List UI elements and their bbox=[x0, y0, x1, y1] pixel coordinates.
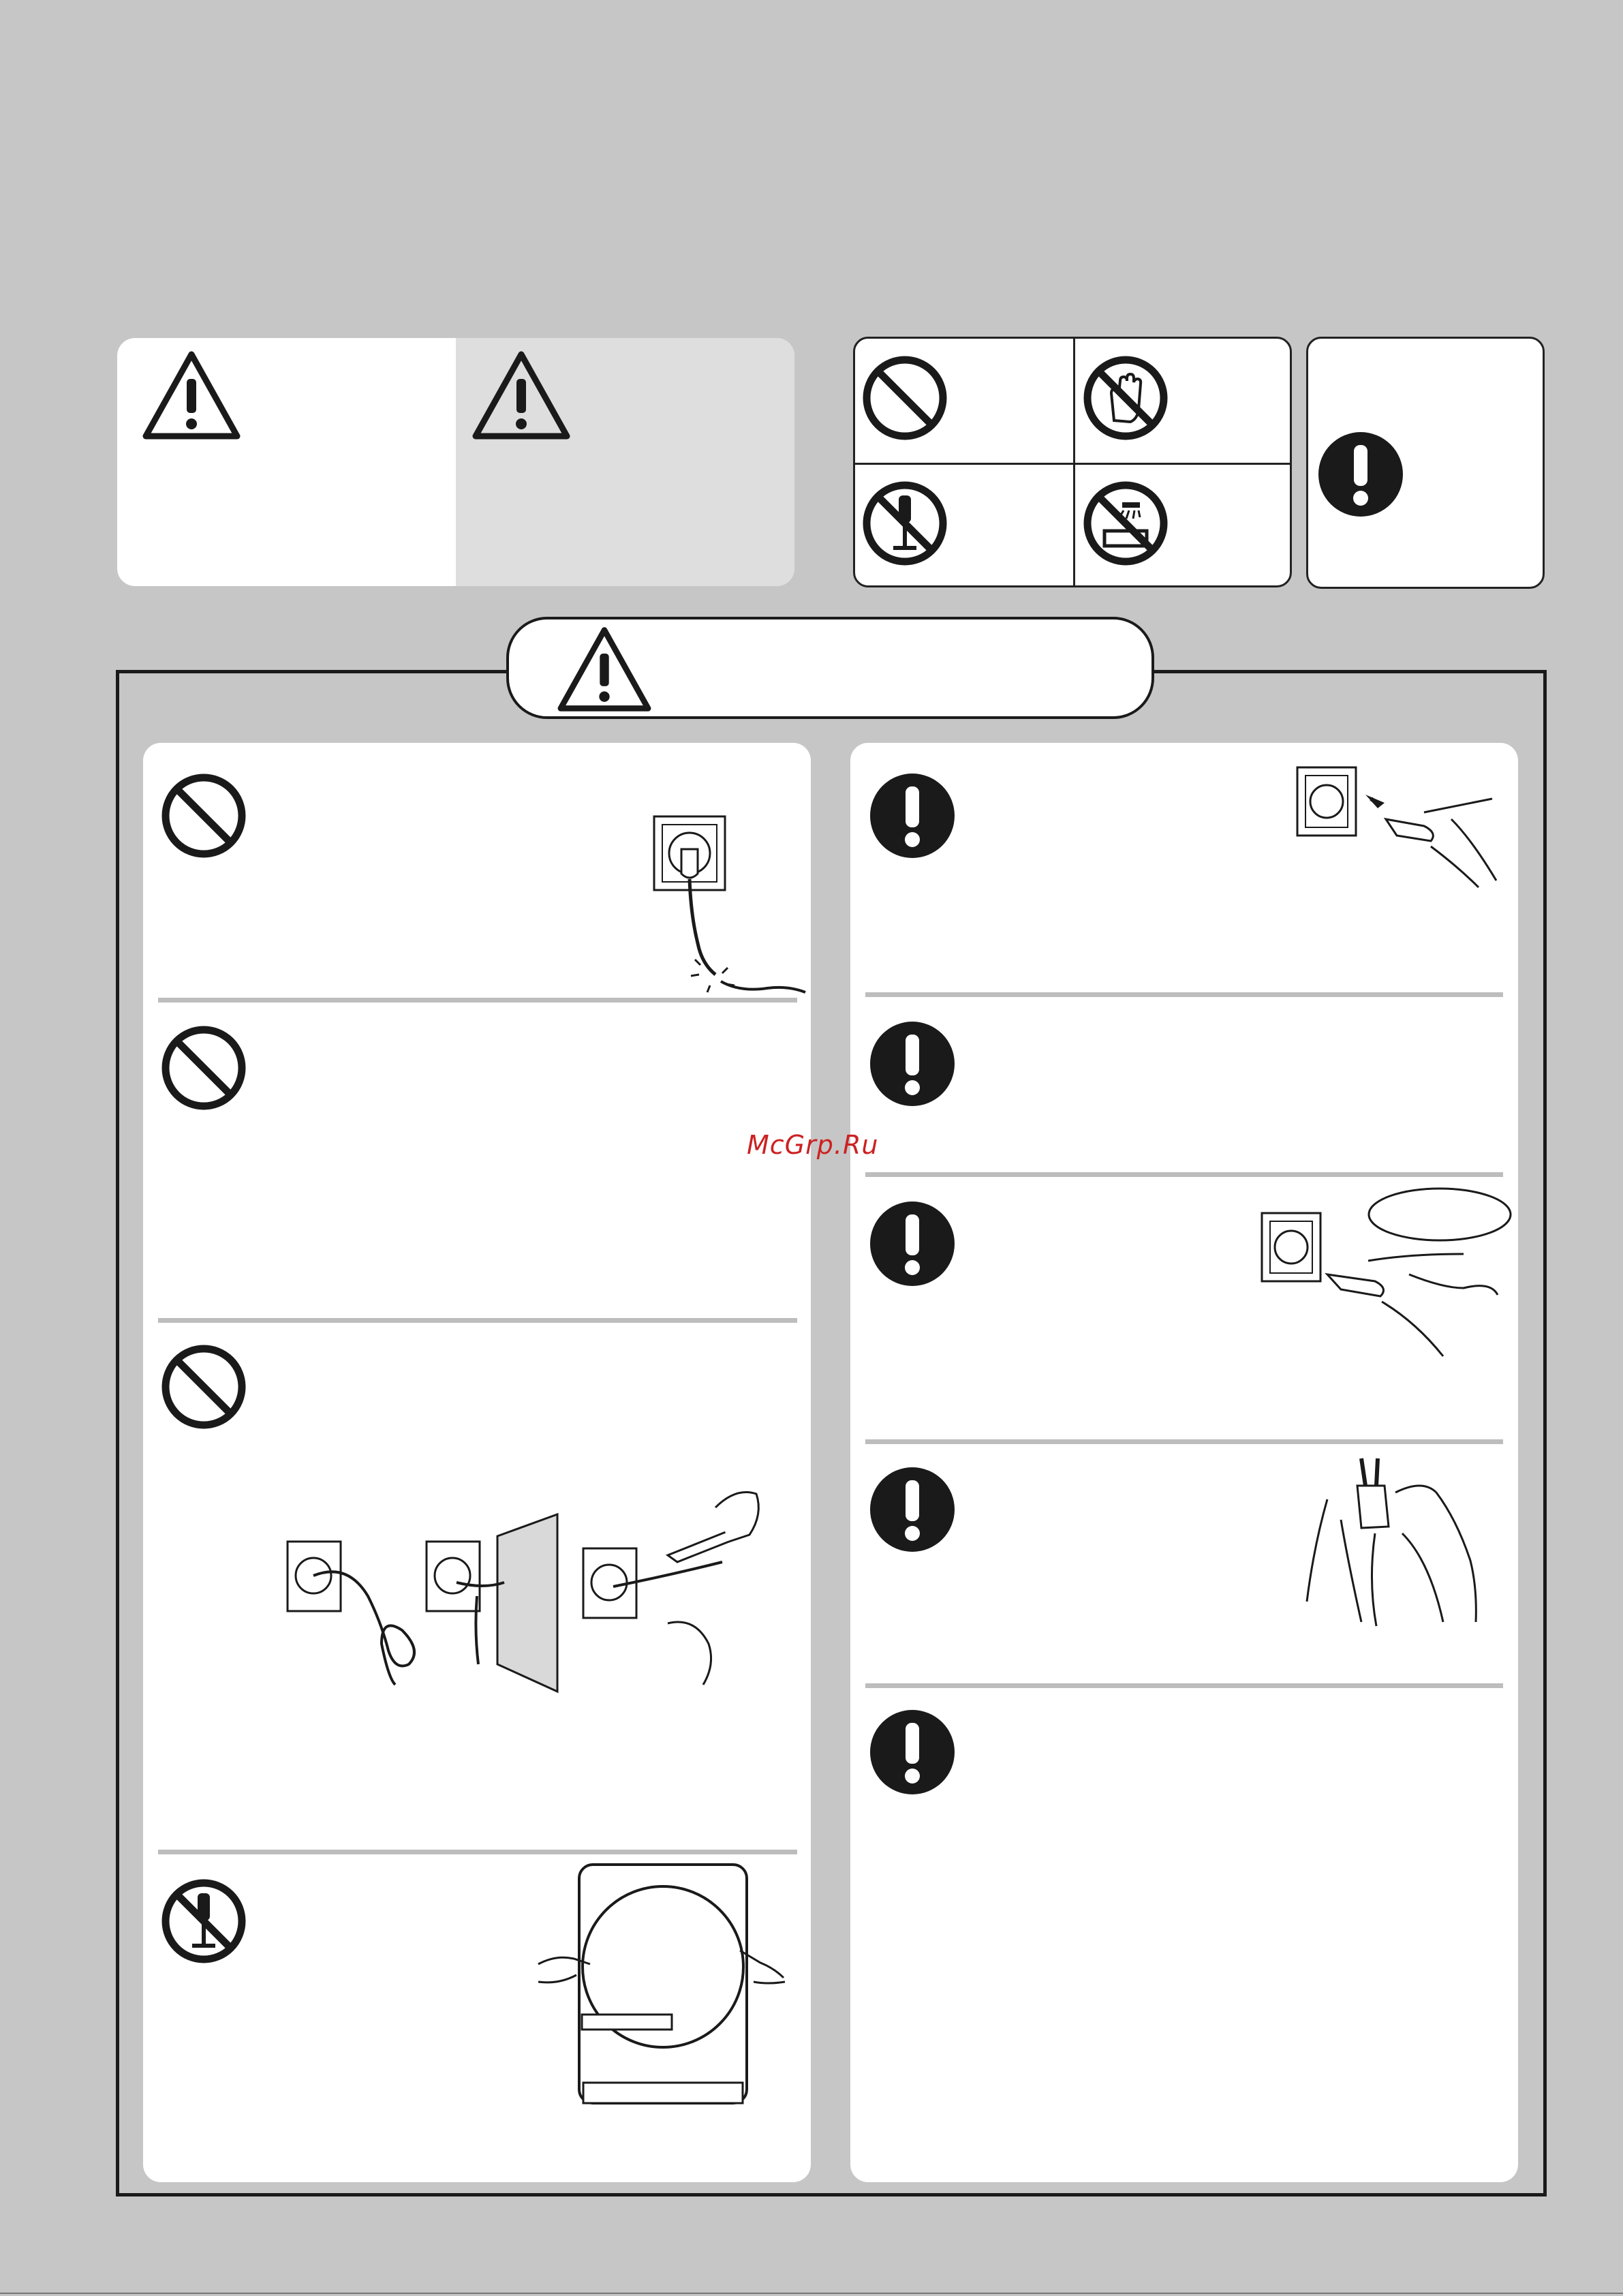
watermark-text: McGrp.Ru bbox=[747, 1130, 879, 1160]
do-not-disassemble-icon bbox=[861, 479, 949, 568]
item-divider bbox=[158, 1850, 797, 1854]
mandatory-actions-panel bbox=[850, 743, 1518, 2182]
do-not-disassemble-icon bbox=[159, 1877, 248, 1965]
clean-plug-illustration bbox=[1300, 1452, 1484, 1629]
prohibited-icon bbox=[159, 771, 248, 860]
warning-triangle-icon bbox=[470, 348, 572, 443]
damaged-plug-illustration bbox=[651, 814, 808, 1045]
grid-divider bbox=[1073, 339, 1075, 585]
mandatory-exclamation-icon bbox=[868, 771, 957, 860]
mandatory-exclamation-icon bbox=[868, 1020, 957, 1108]
grid-divider bbox=[855, 463, 1290, 465]
page-bottom-rule bbox=[0, 2293, 1623, 2294]
hold-plug-illustration bbox=[1259, 1186, 1511, 1363]
item-divider bbox=[865, 1172, 1503, 1177]
warning-banner bbox=[506, 617, 1154, 719]
mandatory-exclamation-icon bbox=[1316, 430, 1405, 519]
prohibited-icon bbox=[159, 1024, 248, 1112]
item-divider bbox=[158, 998, 797, 1002]
signal-word-legend bbox=[117, 338, 794, 586]
item-divider bbox=[158, 1318, 797, 1323]
warning-triangle-icon bbox=[554, 624, 655, 715]
item-divider bbox=[865, 992, 1503, 997]
unit-disassembly-illustration bbox=[536, 1862, 788, 2109]
mandatory-exclamation-icon bbox=[868, 1465, 957, 1554]
plug-in-fully-illustration bbox=[1295, 765, 1506, 894]
symbol-legend-grid bbox=[853, 337, 1292, 587]
cord-misuse-illustration bbox=[286, 1460, 777, 1692]
prohibited-icon bbox=[861, 354, 949, 442]
mandatory-legend-cell bbox=[1306, 337, 1545, 589]
do-not-touch-icon bbox=[1081, 354, 1170, 442]
mandatory-exclamation-icon bbox=[868, 1708, 957, 1796]
prohibited-actions-panel bbox=[143, 743, 811, 2182]
item-divider bbox=[865, 1683, 1503, 1688]
prohibited-icon bbox=[159, 1343, 248, 1431]
item-divider bbox=[865, 1439, 1503, 1444]
warning-triangle-icon bbox=[140, 348, 243, 443]
no-water-icon bbox=[1081, 479, 1170, 568]
mandatory-exclamation-icon bbox=[868, 1199, 957, 1288]
